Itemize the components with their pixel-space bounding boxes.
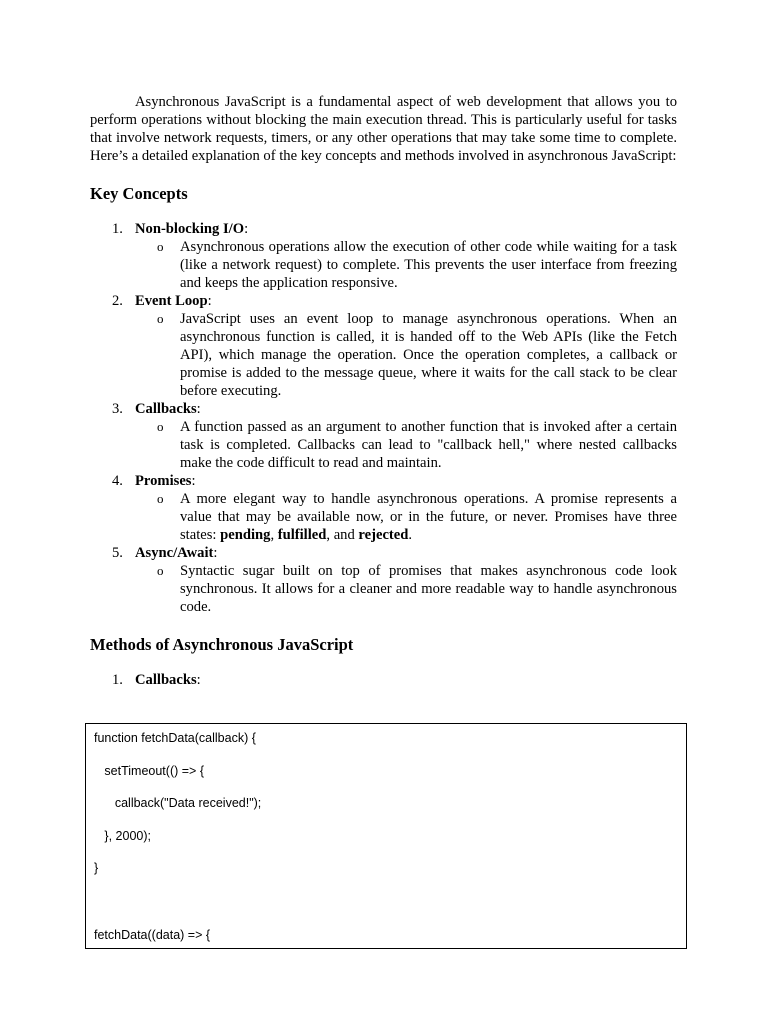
concept-text: Asynchronous operations allow the execution of other code while waiting for a task (like a network request) to complete. This prevents the user interface from freezing and keeps the application responsive. [180, 239, 677, 291]
state-fulfilled: fulfilled [277, 527, 327, 543]
sub-list [135, 562, 677, 616]
colon: : [213, 545, 218, 561]
code-block [85, 723, 687, 949]
list-number: 4. [112, 473, 123, 489]
separator: , [270, 527, 278, 543]
bullet-icon: o [157, 311, 164, 326]
list-item [90, 220, 677, 292]
list-number: 5. [112, 545, 123, 561]
colon: : [207, 293, 212, 309]
period: . [408, 527, 413, 543]
code-line: callback("Data received!"); [94, 796, 262, 810]
concept-text: Syntactic sugar built on top of promises that makes asynchronous code look synchronous. It allows for a cleaner and more readable way to handle asynchronous code. [180, 563, 677, 615]
list-item [90, 544, 677, 616]
list-item [90, 400, 677, 472]
key-concepts-heading: Key Concepts [90, 184, 188, 203]
sub-list [135, 418, 677, 472]
state-rejected: rejected [358, 527, 409, 543]
list-number: 1. [112, 221, 123, 237]
code-line: fetchData((data) => { [94, 928, 211, 942]
state-pending: pending [220, 527, 271, 543]
concept-title: Async/Await [135, 545, 214, 561]
colon: : [244, 221, 249, 237]
concept-text: A function passed as an argument to another function that is invoked after a certain task is completed. Callbacks can lead to "callback hell," where nested callbacks make the code difficult to read and maintain. [180, 419, 677, 471]
sub-list-item [135, 490, 677, 544]
bullet-icon: o [157, 419, 164, 434]
methods-list [90, 671, 677, 689]
list-number: 1. [112, 672, 123, 688]
concept-title: Callbacks [135, 401, 197, 417]
separator: , and [326, 527, 359, 543]
colon: : [196, 401, 201, 417]
concept-title: Promises [135, 473, 192, 489]
sub-list-item [135, 238, 677, 292]
code-line: } [94, 861, 99, 875]
colon: : [196, 672, 201, 688]
concept-text [180, 491, 677, 543]
list-item [90, 671, 677, 689]
sub-list [135, 238, 677, 292]
key-concepts-list [90, 220, 677, 616]
colon: : [191, 473, 196, 489]
bullet-icon: o [157, 563, 164, 578]
code-line: setTimeout(() => { [94, 764, 204, 778]
concept-title: Non-blocking I/O [135, 221, 245, 237]
bullet-icon: o [157, 491, 164, 506]
intro-paragraph: Asynchronous JavaScript is a fundamental aspect of web development that allows you to perform operations without blocking the main execution thread. This is particularly useful for tasks that involve network requests, timers, or any other operations that may take some time to complete. Here’s a detailed explanation of the key concepts and methods involved in asynchronous JavaScript: [90, 94, 677, 164]
sub-list [135, 490, 677, 544]
list-item [90, 292, 677, 400]
code-line: }, 2000); [94, 829, 151, 843]
sub-list-item [135, 310, 677, 400]
sub-list [135, 310, 677, 400]
bullet-icon: o [157, 239, 164, 254]
sub-list-item [135, 418, 677, 472]
code-line: function fetchData(callback) { [94, 731, 256, 745]
method-title: Callbacks [135, 672, 197, 688]
concept-text: JavaScript uses an event loop to manage asynchronous operations. When an asynchronous function is called, it is handed off to the Web APIs (like the Fetch API), which manage the operation. Once the operation completes, a callback or promise is added to the message queue, where it waits for the call stack to be clear before executing. [180, 311, 677, 399]
document-page [90, 93, 677, 689]
concept-title: Event Loop [135, 293, 208, 309]
list-number: 2. [112, 293, 123, 309]
methods-heading: Methods of Asynchronous JavaScript [90, 635, 354, 654]
concept-text-part: A more elegant way to handle asynchronous operations. A promise represents a value that may be available now, or in the future, or never. Promises have three states: [180, 491, 677, 543]
sub-list-item [135, 562, 677, 616]
list-item [90, 472, 677, 544]
list-number: 3. [112, 401, 123, 417]
